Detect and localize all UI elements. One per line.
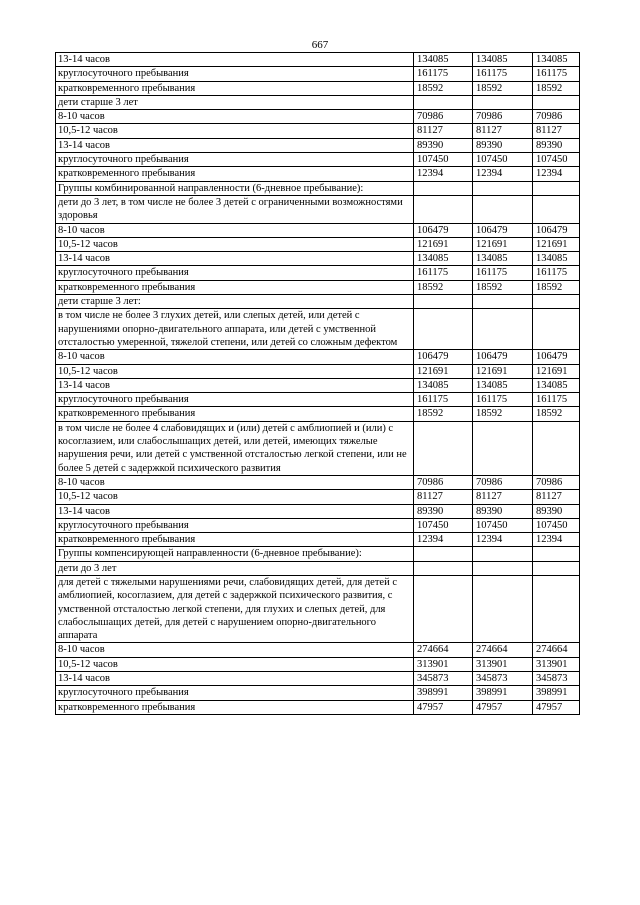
value-col-3: 121691 bbox=[533, 364, 580, 378]
value-col-3: 18592 bbox=[533, 407, 580, 421]
value-col-2 bbox=[473, 95, 533, 109]
value-col-3: 89390 bbox=[533, 138, 580, 152]
value-col-3 bbox=[533, 575, 580, 642]
row-label: 10,5-12 часов bbox=[56, 364, 414, 378]
value-col-2: 121691 bbox=[473, 237, 533, 251]
table-row bbox=[56, 195, 580, 223]
value-col-2 bbox=[473, 547, 533, 561]
value-col-2: 12394 bbox=[473, 533, 533, 547]
row-label: круглосуточного пребывания bbox=[56, 153, 414, 167]
row-label: кратковременного пребывания bbox=[56, 700, 414, 714]
value-col-1: 313901 bbox=[414, 657, 473, 671]
value-col-1 bbox=[414, 181, 473, 195]
row-label: 8-10 часов bbox=[56, 223, 414, 237]
row-label: 10,5-12 часов bbox=[56, 490, 414, 504]
value-col-1 bbox=[414, 95, 473, 109]
row-label: 8-10 часов bbox=[56, 350, 414, 364]
row-label: 8-10 часов bbox=[56, 643, 414, 657]
table-row bbox=[56, 533, 580, 547]
value-col-2: 107450 bbox=[473, 153, 533, 167]
row-label: круглосуточного пребывания bbox=[56, 266, 414, 280]
value-col-3 bbox=[533, 95, 580, 109]
value-col-3: 18592 bbox=[533, 81, 580, 95]
value-col-1 bbox=[414, 547, 473, 561]
table-row bbox=[56, 547, 580, 561]
value-col-3: 81127 bbox=[533, 124, 580, 138]
value-col-2 bbox=[473, 561, 533, 575]
value-col-3: 70986 bbox=[533, 475, 580, 489]
tariff-table bbox=[55, 52, 580, 715]
value-col-1: 89390 bbox=[414, 504, 473, 518]
row-label: 10,5-12 часов bbox=[56, 237, 414, 251]
row-label: Группы комбинированной направленности (6-дневное пребывание): bbox=[56, 181, 414, 195]
value-col-3: 106479 bbox=[533, 350, 580, 364]
table-row bbox=[56, 490, 580, 504]
value-col-3: 161175 bbox=[533, 393, 580, 407]
value-col-1: 106479 bbox=[414, 350, 473, 364]
row-label: 13-14 часов bbox=[56, 53, 414, 67]
table-row bbox=[56, 475, 580, 489]
value-col-3 bbox=[533, 181, 580, 195]
value-col-1: 134085 bbox=[414, 252, 473, 266]
value-col-1 bbox=[414, 195, 473, 223]
value-col-2: 18592 bbox=[473, 81, 533, 95]
table-row bbox=[56, 153, 580, 167]
row-label: 13-14 часов bbox=[56, 252, 414, 266]
value-col-2: 313901 bbox=[473, 657, 533, 671]
value-col-2: 47957 bbox=[473, 700, 533, 714]
value-col-1: 107450 bbox=[414, 518, 473, 532]
value-col-3: 161175 bbox=[533, 266, 580, 280]
row-label: дети до 3 лет bbox=[56, 561, 414, 575]
row-label: 13-14 часов bbox=[56, 672, 414, 686]
row-label: дети до 3 лет, в том числе не более 3 детей с ограниченными возможностями здоровья bbox=[56, 195, 414, 223]
value-col-1: 70986 bbox=[414, 110, 473, 124]
value-col-2: 134085 bbox=[473, 378, 533, 392]
value-col-1: 161175 bbox=[414, 266, 473, 280]
value-col-2: 70986 bbox=[473, 110, 533, 124]
table-row bbox=[56, 407, 580, 421]
value-col-1: 161175 bbox=[414, 67, 473, 81]
table-row bbox=[56, 95, 580, 109]
table-row bbox=[56, 686, 580, 700]
table-row bbox=[56, 378, 580, 392]
value-col-1: 134085 bbox=[414, 53, 473, 67]
value-col-3: 12394 bbox=[533, 533, 580, 547]
row-label: 8-10 часов bbox=[56, 475, 414, 489]
value-col-3: 47957 bbox=[533, 700, 580, 714]
row-label: кратковременного пребывания bbox=[56, 81, 414, 95]
row-label: дети старше 3 лет bbox=[56, 95, 414, 109]
value-col-1: 47957 bbox=[414, 700, 473, 714]
value-col-1: 12394 bbox=[414, 167, 473, 181]
row-label: 13-14 часов bbox=[56, 504, 414, 518]
table-row bbox=[56, 295, 580, 309]
value-col-1: 89390 bbox=[414, 138, 473, 152]
value-col-3: 161175 bbox=[533, 67, 580, 81]
value-col-2 bbox=[473, 309, 533, 350]
value-col-3: 274664 bbox=[533, 643, 580, 657]
table-row bbox=[56, 364, 580, 378]
value-col-1: 18592 bbox=[414, 81, 473, 95]
value-col-1 bbox=[414, 561, 473, 575]
value-col-2 bbox=[473, 295, 533, 309]
table-row bbox=[56, 266, 580, 280]
row-label: 10,5-12 часов bbox=[56, 657, 414, 671]
value-col-1: 12394 bbox=[414, 533, 473, 547]
value-col-3: 106479 bbox=[533, 223, 580, 237]
table-row bbox=[56, 223, 580, 237]
value-col-2: 134085 bbox=[473, 252, 533, 266]
row-label: 10,5-12 часов bbox=[56, 124, 414, 138]
value-col-2: 81127 bbox=[473, 124, 533, 138]
value-col-2: 89390 bbox=[473, 138, 533, 152]
table-row bbox=[56, 309, 580, 350]
table-row bbox=[56, 237, 580, 251]
table-row bbox=[56, 657, 580, 671]
table-row bbox=[56, 67, 580, 81]
value-col-1: 81127 bbox=[414, 490, 473, 504]
value-col-2 bbox=[473, 181, 533, 195]
row-label: кратковременного пребывания bbox=[56, 407, 414, 421]
value-col-3: 107450 bbox=[533, 153, 580, 167]
table-row bbox=[56, 575, 580, 642]
value-col-3: 70986 bbox=[533, 110, 580, 124]
value-col-2: 107450 bbox=[473, 518, 533, 532]
value-col-2: 70986 bbox=[473, 475, 533, 489]
value-col-2: 121691 bbox=[473, 364, 533, 378]
value-col-1 bbox=[414, 575, 473, 642]
value-col-3: 18592 bbox=[533, 280, 580, 294]
value-col-2: 345873 bbox=[473, 672, 533, 686]
value-col-1: 106479 bbox=[414, 223, 473, 237]
value-col-1: 274664 bbox=[414, 643, 473, 657]
value-col-2 bbox=[473, 195, 533, 223]
value-col-1: 18592 bbox=[414, 407, 473, 421]
value-col-2: 81127 bbox=[473, 490, 533, 504]
value-col-1: 345873 bbox=[414, 672, 473, 686]
value-col-1: 121691 bbox=[414, 364, 473, 378]
value-col-3: 313901 bbox=[533, 657, 580, 671]
row-label: круглосуточного пребывания bbox=[56, 686, 414, 700]
value-col-3: 107450 bbox=[533, 518, 580, 532]
table-row bbox=[56, 124, 580, 138]
value-col-2: 398991 bbox=[473, 686, 533, 700]
value-col-3: 89390 bbox=[533, 504, 580, 518]
table-row bbox=[56, 181, 580, 195]
value-col-1: 398991 bbox=[414, 686, 473, 700]
value-col-2: 18592 bbox=[473, 407, 533, 421]
value-col-3 bbox=[533, 421, 580, 475]
value-col-3 bbox=[533, 195, 580, 223]
row-label: 13-14 часов bbox=[56, 138, 414, 152]
row-label: 13-14 часов bbox=[56, 378, 414, 392]
value-col-2: 89390 bbox=[473, 504, 533, 518]
table-row bbox=[56, 110, 580, 124]
table-row bbox=[56, 167, 580, 181]
value-col-1: 81127 bbox=[414, 124, 473, 138]
value-col-3: 12394 bbox=[533, 167, 580, 181]
value-col-2: 161175 bbox=[473, 393, 533, 407]
value-col-3: 81127 bbox=[533, 490, 580, 504]
table-row bbox=[56, 393, 580, 407]
table-row bbox=[56, 53, 580, 67]
row-label: круглосуточного пребывания bbox=[56, 518, 414, 532]
row-label: круглосуточного пребывания bbox=[56, 67, 414, 81]
row-label: в том числе не более 4 слабовидящих и (или) детей с амблиопией и (или) с косоглазием, или слабослышащих детей, или детей, имеющих тяжелые нарушения речи, или детей с умственной отсталостью легкой степени, или не более 5 детей с задержкой психического развития bbox=[56, 421, 414, 475]
value-col-3 bbox=[533, 295, 580, 309]
value-col-3: 134085 bbox=[533, 378, 580, 392]
value-col-2: 134085 bbox=[473, 53, 533, 67]
value-col-1 bbox=[414, 295, 473, 309]
table-row bbox=[56, 672, 580, 686]
row-label: в том числе не более 3 глухих детей, или слепых детей, или детей с нарушениями опорно-двигательного аппарата, или детей с умственной отсталостью умеренной, тяжелой степени, или детей со сложным дефектом bbox=[56, 309, 414, 350]
table-row bbox=[56, 138, 580, 152]
value-col-1: 70986 bbox=[414, 475, 473, 489]
value-col-1 bbox=[414, 421, 473, 475]
table-row bbox=[56, 504, 580, 518]
value-col-3: 398991 bbox=[533, 686, 580, 700]
value-col-2: 12394 bbox=[473, 167, 533, 181]
value-col-3: 121691 bbox=[533, 237, 580, 251]
value-col-3: 345873 bbox=[533, 672, 580, 686]
table-row bbox=[56, 350, 580, 364]
value-col-2: 274664 bbox=[473, 643, 533, 657]
value-col-3 bbox=[533, 547, 580, 561]
value-col-2: 161175 bbox=[473, 266, 533, 280]
row-label: 8-10 часов bbox=[56, 110, 414, 124]
value-col-1: 161175 bbox=[414, 393, 473, 407]
value-col-1: 134085 bbox=[414, 378, 473, 392]
table-row bbox=[56, 421, 580, 475]
value-col-3: 134085 bbox=[533, 53, 580, 67]
value-col-2: 106479 bbox=[473, 350, 533, 364]
value-col-1: 121691 bbox=[414, 237, 473, 251]
value-col-3: 134085 bbox=[533, 252, 580, 266]
value-col-1: 107450 bbox=[414, 153, 473, 167]
value-col-1: 18592 bbox=[414, 280, 473, 294]
table-row bbox=[56, 252, 580, 266]
table-row bbox=[56, 700, 580, 714]
row-label: кратковременного пребывания bbox=[56, 167, 414, 181]
row-label: дети старше 3 лет: bbox=[56, 295, 414, 309]
table-row bbox=[56, 643, 580, 657]
value-col-1 bbox=[414, 309, 473, 350]
table-row bbox=[56, 561, 580, 575]
row-label: Группы компенсирующей направленности (6-дневное пребывание): bbox=[56, 547, 414, 561]
value-col-2: 161175 bbox=[473, 67, 533, 81]
value-col-3 bbox=[533, 561, 580, 575]
row-label: кратковременного пребывания bbox=[56, 533, 414, 547]
page-number: 667 bbox=[311, 39, 329, 51]
value-col-2 bbox=[473, 421, 533, 475]
value-col-3 bbox=[533, 309, 580, 350]
value-col-2: 106479 bbox=[473, 223, 533, 237]
table-row bbox=[56, 518, 580, 532]
row-label: круглосуточного пребывания bbox=[56, 393, 414, 407]
row-label: кратковременного пребывания bbox=[56, 280, 414, 294]
value-col-2 bbox=[473, 575, 533, 642]
table-row bbox=[56, 81, 580, 95]
row-label: для детей с тяжелыми нарушениями речи, слабовидящих детей, для детей с амблиопией, косоглазием, для детей с задержкой психического развития, с умственной отсталостью легкой степени, для глухих и слепых детей, для слабослышащих детей, для детей с нарушением опорно-двигательного аппарата bbox=[56, 575, 414, 642]
table-row bbox=[56, 280, 580, 294]
value-col-2: 18592 bbox=[473, 280, 533, 294]
